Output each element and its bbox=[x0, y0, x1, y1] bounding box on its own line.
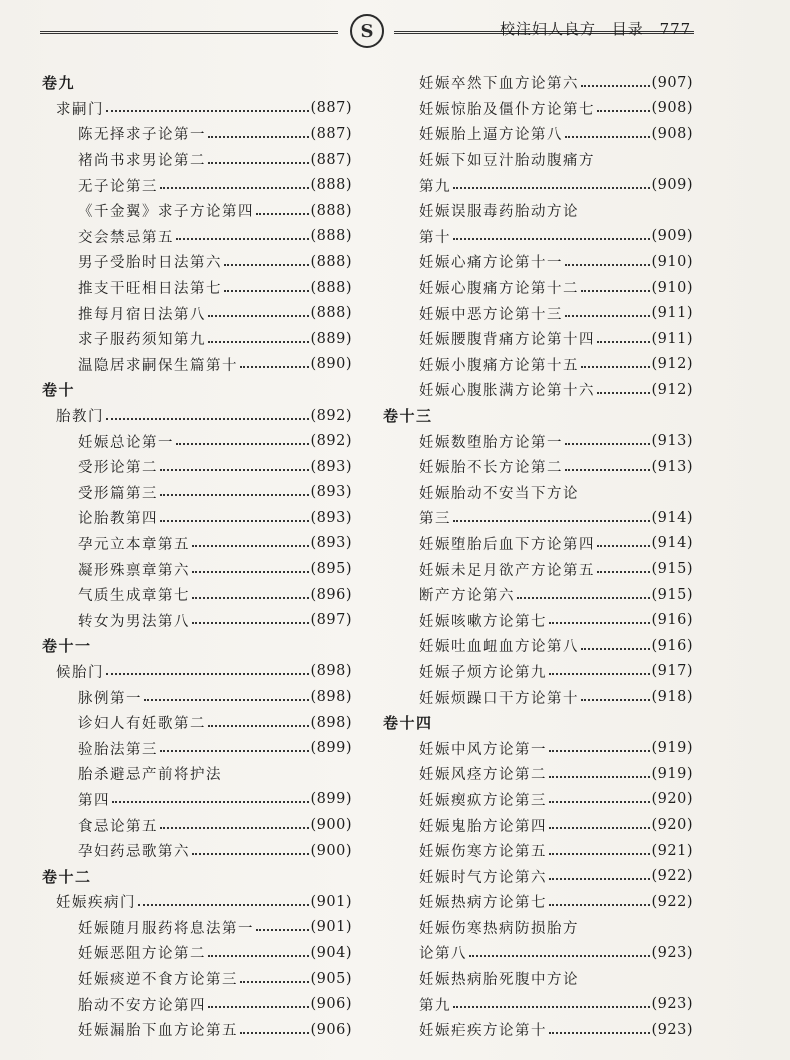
dot-leader bbox=[256, 929, 309, 931]
toc-entry bbox=[42, 812, 352, 838]
entry-title: 妊娠下如豆汁胎动腹痛方 bbox=[419, 153, 595, 170]
dot-leader bbox=[549, 904, 650, 906]
dot-leader bbox=[549, 827, 650, 829]
entry-page-number: (915) bbox=[651, 561, 693, 578]
toc-entry bbox=[42, 172, 352, 198]
toc-entry bbox=[383, 991, 693, 1017]
toc-entry bbox=[42, 428, 352, 454]
entry-title: 男子受胎时日法第六 bbox=[78, 255, 222, 272]
dot-leader bbox=[240, 981, 309, 983]
dot-leader bbox=[160, 469, 309, 471]
toc-entry bbox=[42, 326, 352, 352]
book-title: 校注妇人良方 bbox=[500, 20, 597, 38]
entry-title: 妊娠时气方论第六 bbox=[419, 869, 547, 886]
dot-leader bbox=[565, 469, 650, 471]
entry-page-number: (900) bbox=[310, 817, 352, 834]
entry-title: 卷十一 bbox=[42, 637, 92, 656]
dot-leader bbox=[549, 776, 650, 778]
entry-title: 《千金翼》求子方论第四 bbox=[78, 204, 254, 221]
toc-entry bbox=[42, 684, 352, 710]
toc-entry bbox=[383, 198, 693, 224]
entry-title: 妊娠胎上逼方论第八 bbox=[419, 127, 563, 144]
entry-title: 妊娠胎不长方论第二 bbox=[419, 460, 563, 477]
category-entry bbox=[42, 659, 352, 685]
entry-title: 论第八 bbox=[419, 946, 467, 963]
toc-entry bbox=[383, 684, 693, 710]
entry-page-number: (898) bbox=[310, 689, 352, 706]
entry-title: 卷九 bbox=[42, 74, 76, 93]
dot-leader bbox=[597, 110, 650, 112]
entry-title: 妊娠吐血衄血方论第八 bbox=[419, 639, 579, 656]
dot-leader bbox=[453, 187, 650, 189]
dot-leader bbox=[208, 1006, 309, 1008]
entry-page-number: (907) bbox=[651, 74, 693, 91]
dot-leader bbox=[144, 699, 309, 701]
dot-leader bbox=[453, 520, 650, 522]
dot-leader bbox=[453, 238, 650, 240]
entry-title: 妊娠胎动不安当下方论 bbox=[419, 485, 579, 502]
entry-page-number: (912) bbox=[651, 356, 693, 373]
entry-title: 妊娠瘈疭方论第三 bbox=[419, 792, 547, 809]
section-label: 目录 bbox=[611, 20, 644, 38]
entry-page-number: (895) bbox=[310, 561, 352, 578]
dot-leader bbox=[192, 622, 309, 624]
entry-page-number: (913) bbox=[651, 458, 693, 475]
entry-page-number: (916) bbox=[651, 637, 693, 654]
entry-title: 妊娠误服毒药胎动方论 bbox=[419, 204, 579, 221]
toc-entry bbox=[383, 275, 693, 301]
entry-title: 推支干旺相日法第七 bbox=[78, 281, 222, 298]
entry-page-number: (904) bbox=[310, 944, 352, 961]
toc-entry bbox=[42, 505, 352, 531]
toc-entry bbox=[42, 915, 352, 941]
toc-entry bbox=[42, 838, 352, 864]
toc-entry bbox=[383, 812, 693, 838]
entry-page-number: (916) bbox=[651, 612, 693, 629]
toc-entry bbox=[42, 556, 352, 582]
volume-heading bbox=[42, 377, 352, 403]
dot-leader bbox=[208, 341, 309, 343]
entry-title: 妊娠咳嗽方论第七 bbox=[419, 613, 547, 630]
volume-heading bbox=[42, 633, 352, 659]
toc-entry bbox=[42, 582, 352, 608]
entry-page-number: (919) bbox=[651, 765, 693, 782]
entry-title: 妊娠热病胎死腹中方论 bbox=[419, 972, 579, 989]
toc-entry bbox=[383, 172, 693, 198]
page-number: 777 bbox=[659, 20, 692, 38]
running-header bbox=[500, 18, 701, 39]
entry-page-number: (888) bbox=[310, 228, 352, 245]
entry-title: 妊娠恶阻方论第二 bbox=[78, 946, 206, 963]
entry-title: 胎杀避忌产前将护法 bbox=[78, 767, 222, 784]
entry-title: 妊娠鬼胎方论第四 bbox=[419, 818, 547, 835]
dot-leader bbox=[160, 187, 309, 189]
toc-entry bbox=[42, 121, 352, 147]
dot-leader bbox=[208, 725, 309, 727]
dot-leader bbox=[106, 673, 309, 675]
entry-page-number: (922) bbox=[651, 868, 693, 885]
toc-entry bbox=[42, 940, 352, 966]
category-entry bbox=[42, 96, 352, 122]
toc-entry bbox=[383, 838, 693, 864]
entry-title: 第九 bbox=[419, 997, 451, 1014]
dot-leader bbox=[160, 520, 309, 522]
toc-entry bbox=[383, 787, 693, 813]
toc-entry bbox=[383, 915, 693, 941]
entry-title: 受形论第二 bbox=[78, 460, 158, 477]
entry-page-number: (911) bbox=[651, 330, 693, 347]
entry-page-number: (887) bbox=[310, 125, 352, 142]
category-entry bbox=[42, 403, 352, 429]
entry-title: 论胎教第四 bbox=[78, 511, 158, 528]
entry-title: 第十 bbox=[419, 229, 451, 246]
entry-page-number: (896) bbox=[310, 586, 352, 603]
entry-page-number: (914) bbox=[651, 535, 693, 552]
dot-leader bbox=[597, 571, 650, 573]
toc-entry bbox=[383, 659, 693, 685]
entry-title: 妊娠伤寒方论第五 bbox=[419, 844, 547, 861]
volume-heading bbox=[42, 70, 352, 96]
entry-title: 卷十四 bbox=[383, 714, 433, 733]
entry-page-number: (915) bbox=[651, 586, 693, 603]
entry-page-number: (919) bbox=[651, 740, 693, 757]
entry-page-number: (908) bbox=[651, 100, 693, 117]
entry-title: 温隐居求嗣保生篇第十 bbox=[78, 357, 238, 374]
toc-entry bbox=[383, 966, 693, 992]
entry-title: 妊娠腰腹背痛方论第十四 bbox=[419, 332, 595, 349]
entry-page-number: (887) bbox=[310, 100, 352, 117]
toc-entry bbox=[42, 147, 352, 173]
toc-entry bbox=[383, 147, 693, 173]
entry-title: 妊娠中风方论第一 bbox=[419, 741, 547, 758]
entry-title: 第九 bbox=[419, 178, 451, 195]
entry-page-number: (890) bbox=[310, 356, 352, 373]
dot-leader bbox=[224, 290, 309, 292]
entry-title: 妊娠未足月欲产方论第五 bbox=[419, 562, 595, 579]
toc-entry bbox=[42, 480, 352, 506]
toc-entry bbox=[383, 224, 693, 250]
entry-title: 妊娠中恶方论第十三 bbox=[419, 306, 563, 323]
entry-title: 妊娠堕胎后血下方论第四 bbox=[419, 536, 595, 553]
entry-page-number: (893) bbox=[310, 535, 352, 552]
entry-page-number: (897) bbox=[310, 612, 352, 629]
entry-page-number: (923) bbox=[651, 944, 693, 961]
entry-title: 求嗣门 bbox=[56, 101, 104, 118]
entry-page-number: (910) bbox=[651, 279, 693, 296]
toc-entry bbox=[42, 198, 352, 224]
entry-title: 妊娠子烦方论第九 bbox=[419, 664, 547, 681]
dot-leader bbox=[224, 264, 309, 266]
entry-page-number: (898) bbox=[310, 714, 352, 731]
entry-page-number: (892) bbox=[310, 433, 352, 450]
entry-page-number: (921) bbox=[651, 842, 693, 859]
toc-right-column bbox=[383, 70, 693, 1043]
entry-page-number: (889) bbox=[310, 330, 352, 347]
dot-leader bbox=[176, 443, 309, 445]
entry-title: 妊娠烦躁口干方论第十 bbox=[419, 690, 579, 707]
dot-leader bbox=[581, 648, 650, 650]
entry-page-number: (893) bbox=[310, 484, 352, 501]
dot-leader bbox=[208, 136, 309, 138]
entry-page-number: (888) bbox=[310, 279, 352, 296]
entry-page-number: (888) bbox=[310, 202, 352, 219]
entry-title: 妊娠心腹痛方论第十二 bbox=[419, 281, 579, 298]
toc-left-column bbox=[42, 70, 352, 1043]
entry-title: 妊娠随月服药将息法第一 bbox=[78, 920, 254, 937]
entry-title: 第四 bbox=[78, 792, 110, 809]
entry-page-number: (911) bbox=[651, 305, 693, 322]
dot-leader bbox=[565, 136, 650, 138]
entry-title: 妊娠心痛方论第十一 bbox=[419, 255, 563, 272]
toc-entry bbox=[383, 454, 693, 480]
dot-leader bbox=[549, 622, 650, 624]
entry-page-number: (909) bbox=[651, 228, 693, 245]
toc-entry bbox=[383, 889, 693, 915]
toc-entry bbox=[42, 607, 352, 633]
toc-entry bbox=[42, 531, 352, 557]
entry-title: 孕妇药忌歌第六 bbox=[78, 844, 190, 861]
entry-title: 妊娠卒然下血方论第六 bbox=[419, 76, 579, 93]
toc-entry bbox=[383, 735, 693, 761]
dot-leader bbox=[106, 418, 309, 420]
dot-leader bbox=[549, 750, 650, 752]
entry-page-number: (901) bbox=[310, 893, 352, 910]
dot-leader bbox=[549, 801, 650, 803]
entry-page-number: (922) bbox=[651, 893, 693, 910]
volume-heading bbox=[383, 403, 693, 429]
dot-leader bbox=[208, 162, 309, 164]
dot-leader bbox=[565, 315, 650, 317]
entry-page-number: (910) bbox=[651, 253, 693, 270]
toc-entry bbox=[383, 1017, 693, 1043]
dot-leader bbox=[453, 1006, 650, 1008]
toc-entry bbox=[383, 70, 693, 96]
toc-entry bbox=[383, 505, 693, 531]
entry-title: 验胎法第三 bbox=[78, 741, 158, 758]
toc-entry bbox=[383, 863, 693, 889]
dot-leader bbox=[192, 545, 309, 547]
toc-entry bbox=[42, 787, 352, 813]
dot-leader bbox=[192, 853, 309, 855]
toc-entry bbox=[383, 556, 693, 582]
dot-leader bbox=[192, 597, 309, 599]
entry-page-number: (909) bbox=[651, 177, 693, 194]
entry-title: 卷十 bbox=[42, 381, 76, 400]
entry-page-number: (923) bbox=[651, 996, 693, 1013]
entry-page-number: (898) bbox=[310, 663, 352, 680]
dot-leader bbox=[138, 904, 309, 906]
toc-entry bbox=[383, 96, 693, 122]
toc-entry bbox=[42, 249, 352, 275]
toc-entry bbox=[383, 582, 693, 608]
dot-leader bbox=[160, 750, 309, 752]
entry-page-number: (914) bbox=[651, 509, 693, 526]
entry-page-number: (893) bbox=[310, 509, 352, 526]
dot-leader bbox=[176, 238, 309, 240]
entry-title: 陈无择求子论第一 bbox=[78, 127, 206, 144]
toc-entry bbox=[42, 735, 352, 761]
entry-title: 食忌论第五 bbox=[78, 818, 158, 835]
entry-title: 卷十三 bbox=[383, 407, 433, 426]
publisher-emblem-icon: S bbox=[350, 14, 384, 48]
toc-entry bbox=[383, 940, 693, 966]
dot-leader bbox=[581, 85, 650, 87]
dot-leader bbox=[597, 392, 650, 394]
toc-entry bbox=[42, 454, 352, 480]
dot-leader bbox=[549, 1032, 650, 1034]
dot-leader bbox=[240, 1032, 309, 1034]
entry-title: 妊娠小腹痛方论第十五 bbox=[419, 357, 579, 374]
entry-title: 妊娠伤寒热病防损胎方 bbox=[419, 920, 579, 937]
entry-page-number: (905) bbox=[310, 970, 352, 987]
toc-entry bbox=[42, 275, 352, 301]
dot-leader bbox=[192, 571, 309, 573]
dot-leader bbox=[565, 264, 650, 266]
entry-title: 褚尚书求男论第二 bbox=[78, 153, 206, 170]
entry-title: 妊娠数堕胎方论第一 bbox=[419, 434, 563, 451]
dot-leader bbox=[517, 597, 650, 599]
entry-title: 候胎门 bbox=[56, 664, 104, 681]
entry-title: 妊娠热病方论第七 bbox=[419, 895, 547, 912]
entry-title: 妊娠风痉方论第二 bbox=[419, 767, 547, 784]
entry-page-number: (899) bbox=[310, 740, 352, 757]
toc-entry bbox=[42, 352, 352, 378]
entry-title: 妊娠心腹胀满方论第十六 bbox=[419, 383, 595, 400]
toc-entry bbox=[42, 224, 352, 250]
entry-title: 交会禁忌第五 bbox=[78, 229, 174, 246]
toc-entry bbox=[383, 300, 693, 326]
entry-title: 第三 bbox=[419, 511, 451, 528]
entry-title: 诊妇人有妊歌第二 bbox=[78, 716, 206, 733]
toc-entry bbox=[383, 428, 693, 454]
entry-title: 气质生成章第七 bbox=[78, 588, 190, 605]
entry-page-number: (920) bbox=[651, 817, 693, 834]
dot-leader bbox=[469, 955, 650, 957]
toc-entry bbox=[383, 377, 693, 403]
entry-page-number: (900) bbox=[310, 842, 352, 859]
category-entry bbox=[42, 889, 352, 915]
dot-leader bbox=[208, 315, 309, 317]
entry-page-number: (917) bbox=[651, 663, 693, 680]
toc-entry bbox=[383, 633, 693, 659]
entry-title: 妊娠疾病门 bbox=[56, 895, 136, 912]
dot-leader bbox=[106, 110, 309, 112]
entry-page-number: (888) bbox=[310, 253, 352, 270]
entry-page-number: (888) bbox=[310, 305, 352, 322]
entry-title: 转女为男法第八 bbox=[78, 613, 190, 630]
entry-title: 妊娠总论第一 bbox=[78, 434, 174, 451]
entry-page-number: (893) bbox=[310, 458, 352, 475]
entry-page-number: (920) bbox=[651, 791, 693, 808]
toc-entry bbox=[383, 352, 693, 378]
toc-entry bbox=[42, 991, 352, 1017]
entry-title: 求子服药须知第九 bbox=[78, 332, 206, 349]
toc-entry bbox=[383, 121, 693, 147]
entry-page-number: (923) bbox=[651, 1021, 693, 1038]
page-header bbox=[0, 0, 790, 60]
entry-title: 卷十二 bbox=[42, 867, 92, 886]
toc-entry bbox=[383, 326, 693, 352]
dot-leader bbox=[581, 699, 650, 701]
volume-heading bbox=[42, 863, 352, 889]
toc-entry bbox=[42, 710, 352, 736]
toc-entry bbox=[383, 531, 693, 557]
entry-page-number: (918) bbox=[651, 689, 693, 706]
toc-entry bbox=[383, 249, 693, 275]
toc-entry bbox=[42, 966, 352, 992]
dot-leader bbox=[581, 290, 650, 292]
dot-leader bbox=[581, 366, 650, 368]
entry-page-number: (892) bbox=[310, 407, 352, 424]
dot-leader bbox=[240, 366, 309, 368]
entry-title: 妊娠惊胎及僵仆方论第七 bbox=[419, 101, 595, 118]
toc-entry bbox=[383, 607, 693, 633]
entry-page-number: (913) bbox=[651, 433, 693, 450]
entry-title: 妊娠疟疾方论第十 bbox=[419, 1023, 547, 1040]
entry-title: 推每月宿日法第八 bbox=[78, 306, 206, 323]
dot-leader bbox=[549, 853, 650, 855]
entry-page-number: (887) bbox=[310, 151, 352, 168]
volume-heading bbox=[383, 710, 693, 736]
toc-entry bbox=[383, 480, 693, 506]
dot-leader bbox=[597, 341, 650, 343]
dot-leader bbox=[112, 801, 309, 803]
dot-leader bbox=[565, 443, 650, 445]
entry-title: 孕元立本章第五 bbox=[78, 536, 190, 553]
entry-title: 凝形殊禀章第六 bbox=[78, 562, 190, 579]
entry-page-number: (888) bbox=[310, 177, 352, 194]
dot-leader bbox=[160, 494, 309, 496]
dot-leader bbox=[160, 827, 309, 829]
entry-title: 胎教门 bbox=[56, 409, 104, 426]
entry-title: 脉例第一 bbox=[78, 690, 142, 707]
entry-title: 无子论第三 bbox=[78, 178, 158, 195]
dot-leader bbox=[597, 545, 650, 547]
header-rule-left bbox=[40, 31, 338, 34]
dot-leader bbox=[208, 955, 309, 957]
entry-page-number: (906) bbox=[310, 996, 352, 1013]
dot-leader bbox=[549, 673, 650, 675]
entry-title: 胎动不安方论第四 bbox=[78, 997, 206, 1014]
toc-entry bbox=[42, 1017, 352, 1043]
toc-entry bbox=[383, 761, 693, 787]
entry-page-number: (912) bbox=[651, 381, 693, 398]
entry-title: 妊娠漏胎下血方论第五 bbox=[78, 1023, 238, 1040]
entry-page-number: (908) bbox=[651, 125, 693, 142]
entry-page-number: (906) bbox=[310, 1021, 352, 1038]
entry-title: 断产方论第六 bbox=[419, 588, 515, 605]
dot-leader bbox=[256, 213, 309, 215]
toc-entry bbox=[42, 300, 352, 326]
entry-title: 受形篇第三 bbox=[78, 485, 158, 502]
toc-entry bbox=[42, 761, 352, 787]
entry-title: 妊娠痰逆不食方论第三 bbox=[78, 972, 238, 989]
entry-page-number: (901) bbox=[310, 919, 352, 936]
entry-page-number: (899) bbox=[310, 791, 352, 808]
dot-leader bbox=[549, 878, 650, 880]
